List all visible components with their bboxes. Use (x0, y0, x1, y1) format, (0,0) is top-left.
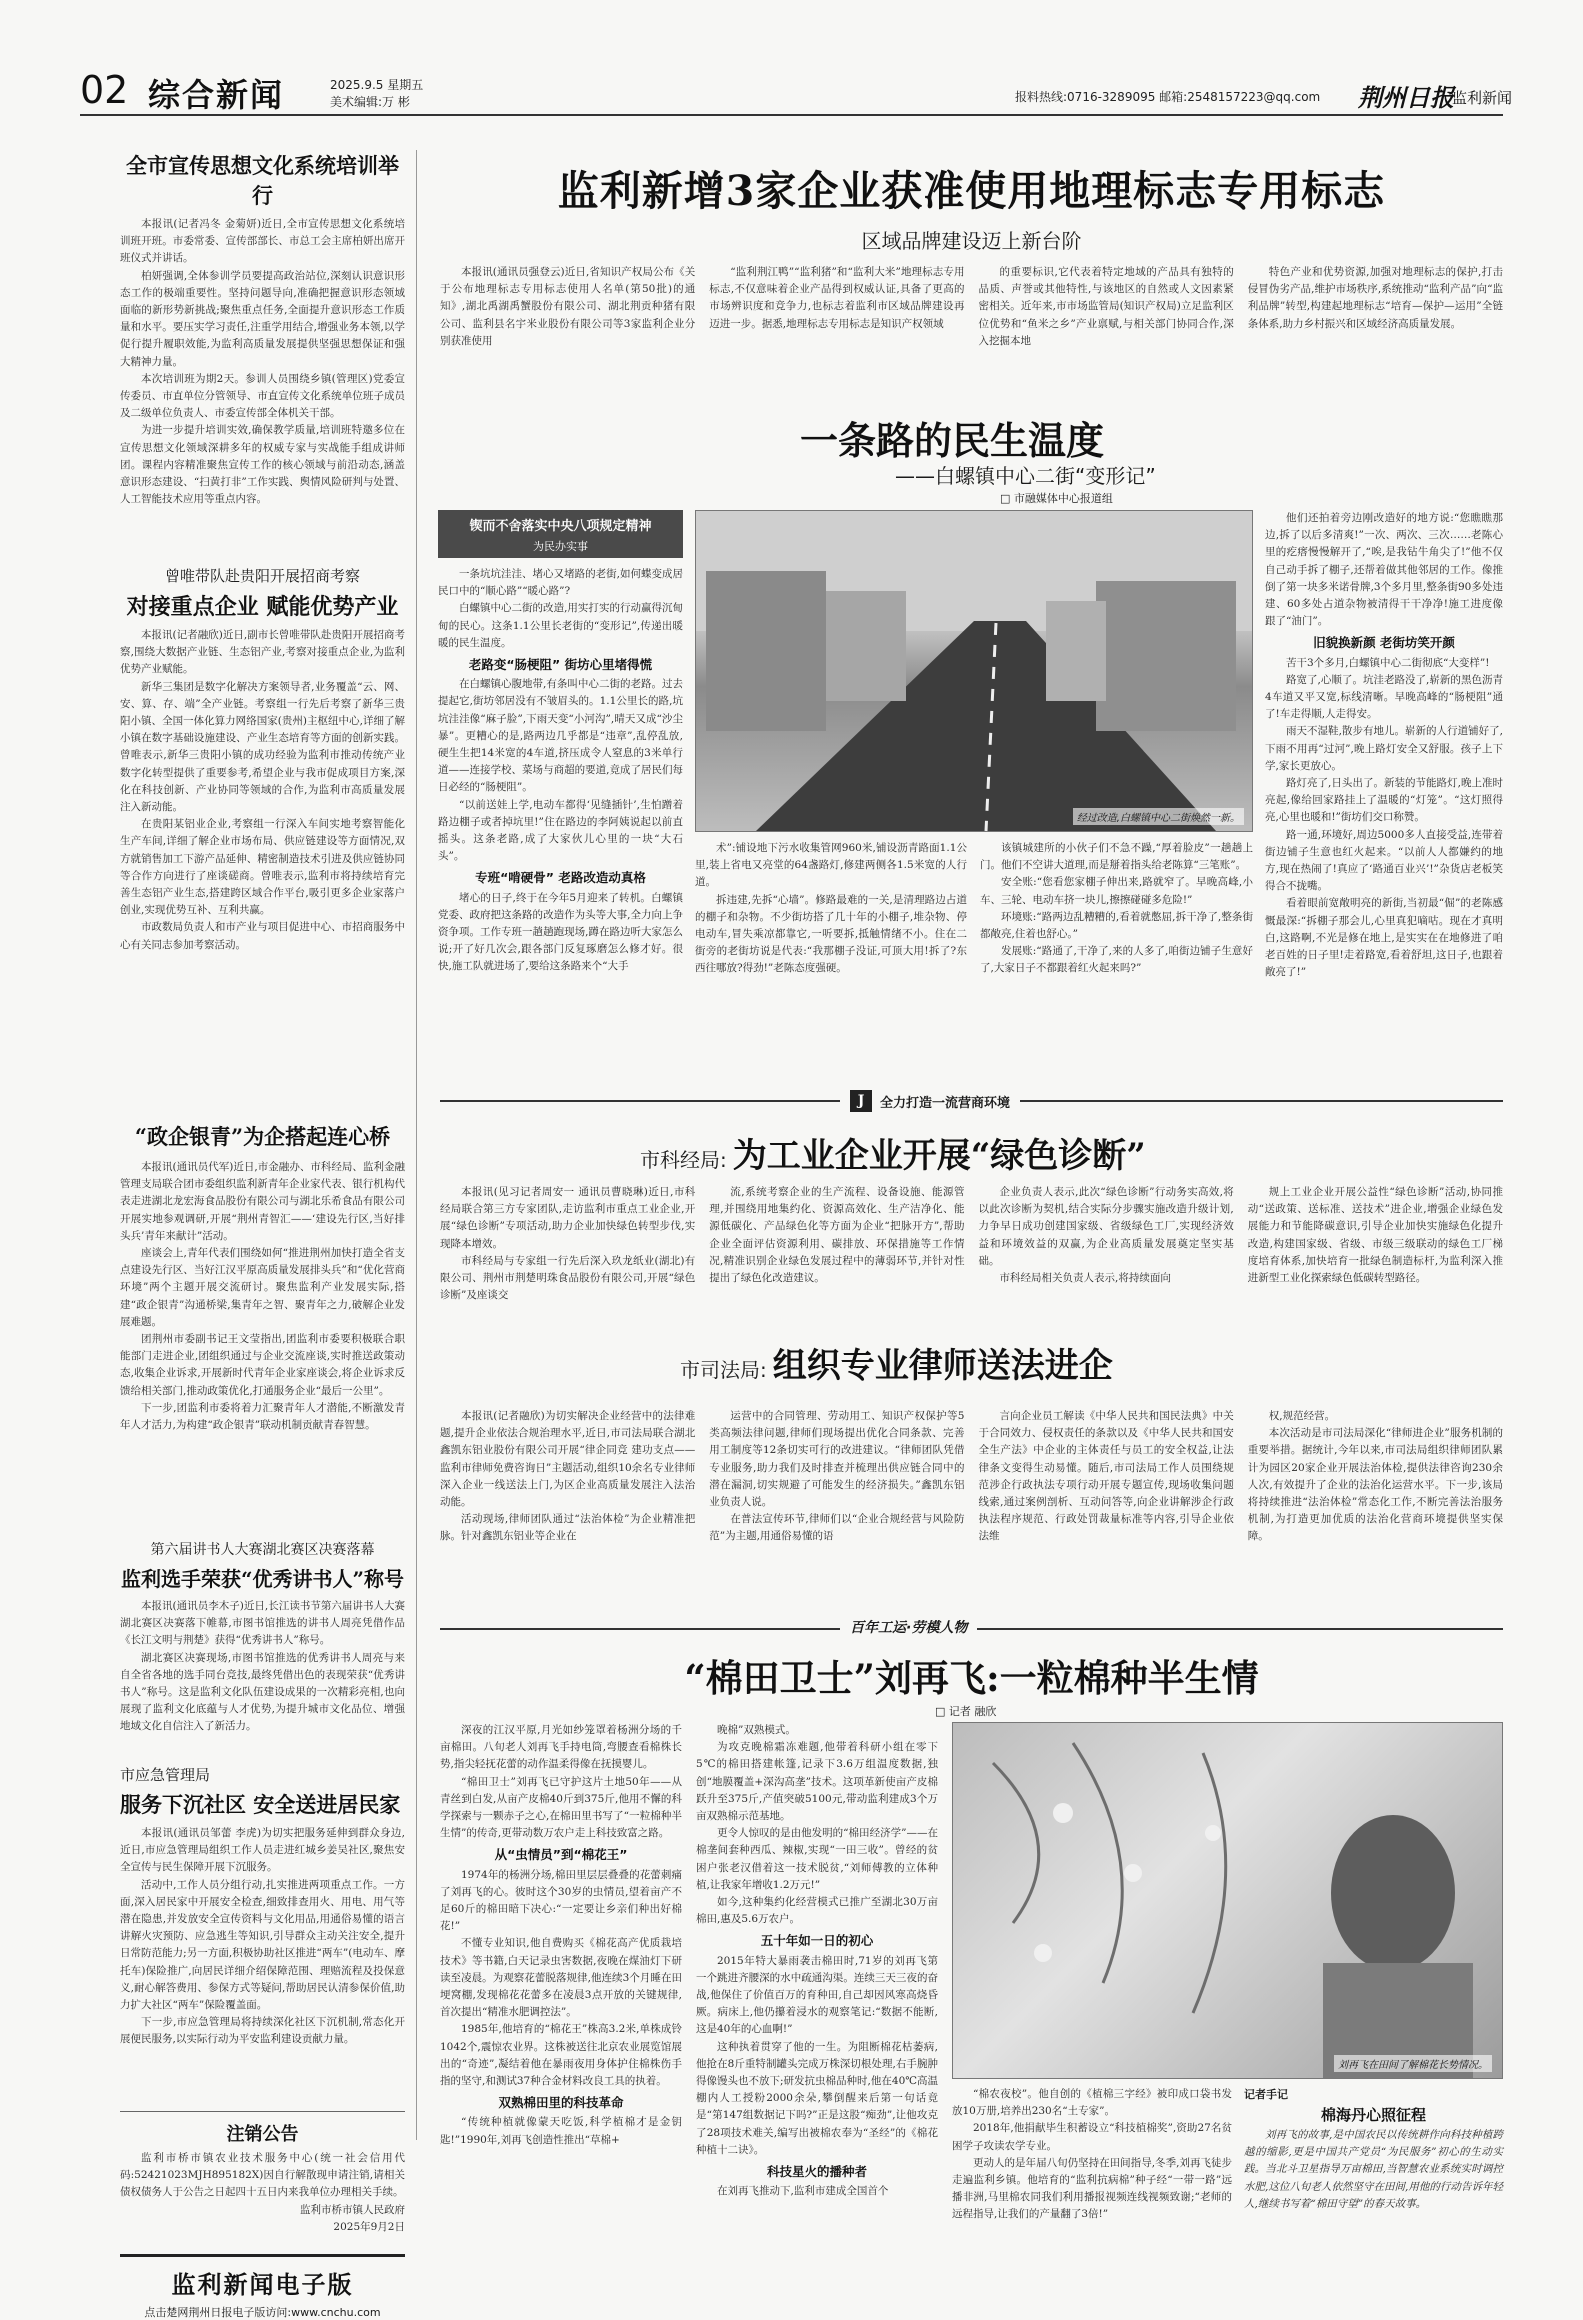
masthead-rule (80, 114, 1503, 116)
paragraph: 的重要标识,它代表着特定地域的产品具有独特的品质、声誉或其他特性,与该地区的自然或人文因素紧密相关。近年来,市市场监管局(知识产权局)立足监利区位优势和“鱼米之乡”产业禀赋,与相关部门协同合作,深入挖掘本地 (978, 266, 1234, 347)
road-col-5 (1265, 510, 1503, 1085)
paragraph: 团荆州市委副书记王文莹指出,团监利市委要积极联合职能部门走进企业,团组织通过与企业交流座谈,实时推送政策动态,收集企业诉求,开展新时代青年企业家座谈会,将企业诉求反馈给相关部门,推动政策优化,打通服务企业“最后一公里”。 (120, 1333, 405, 1397)
notice-body: 监利市桥市镇农业技术服务中心(统一社会信用代码:52421023MJH895182X)因自行解散现申请注销,请相关债权债务人于公告之日起四十五日内来我单位办理相关手续。 (120, 2152, 405, 2199)
paragraph: “传统种植就像蒙天吃饭,科学植棉才是金钥匙!”1990年,刘再飞创造性推出“草棉+ (440, 2116, 682, 2146)
subhead: 专班“啃硬骨” 老路改造动真格 (475, 870, 646, 886)
farmer-image (953, 1723, 1502, 2078)
paragraph: 不懂专业知识,他自费购买《棉花高产优质栽培技术》等书籍,白天记录虫害数据,夜晚在煤油灯下研读至凌晨。为观察花蕾脱落规律,他连续3个月睡在田埂窝棚,发现棉花花蕾多在凌晨3点开放的关键规律,首次提出“精准水肥调控法”。 (440, 1937, 682, 2019)
profile-band-label (840, 1617, 977, 1637)
paragraph: 流,系统考察企业的生产流程、设备设施、能源管理,并围绕用地集约化、资源高效化、生产洁净化、能源低碳化、产品绿色化等方面为企业“把脉开方”,帮助企业全面评估资源利用、碳排放、环保措施等工作情况,精准识别企业绿色发展过程中的薄弱环节,并针对性提出了绿色化改造建议。 (709, 1186, 965, 1285)
road-subtitle: ——白螺镇中心二街“变形记” (895, 464, 1156, 488)
masthead (0, 0, 1583, 118)
paragraph: 活动中,工作人员分组行动,扎实推进两项重点工作。一方面,深入居民家中开展安全检查,细致排查用火、用电、用气等潜在隐患,并发放安全宣传资料与文化用品,用通俗易懂的语言讲解火灾预防、应急逃生等知识,引导群众主动关注安全,提升日常防范能力;另一方面,积极协助社区推进“两车”(电动车、摩托车)保险推广,向居民详细介绍保障范围、理赔流程及投保意义,耐心解答费用、参保方式等疑问,帮助居民认清参保价值,助力扩大社区“两车”保险覆盖面。 (120, 1878, 405, 2012)
lead-headline: 监利新增3家企业获准使用地理标志专用标志 (557, 167, 1386, 215)
paragraph: 路一通,环境好,周边5000多人直接受益,连带着街边铺子生意也红火起来。“以前人人都嫌约的地方,现在热闹了!真应了‘路通百业兴’!”杂货店老板笑得合不拢嘴。 (1265, 828, 1503, 893)
paragraph: 座谈会上,青年代表们围绕如何“推进荆州加快打造全省支点建设先行区、当好江汉平原高质量发展排头兵”和“优化营商环境”两个主题开展交流研讨。聚焦监利产业发展实际,搭建“政企银青”沟通桥梁,集青年之智、聚青年之力,破解企业发展难题。 (120, 1247, 405, 1328)
article-storyteller (120, 1539, 405, 1750)
paragraph: 环境账:“路两边乱糟糟的,看着就憋屈,拆干净了,整条街都敞亮,住着也舒心。” (980, 910, 1253, 941)
paragraph: 如今,这种集约化经营模式已推广至湖北30万亩棉田,惠及5.6万农户。 (696, 1896, 938, 1926)
paragraph: 本报讯(通讯员代军)近日,市金融办、市科经局、监利金融管理支局联合团市委组织监利新青年企业家代表、银行机构代表走进湖北龙宏海食品股份有限公司与湖北乐希食品有限公司开展实地参观调研,开展“荆州青智汇——‘建设先行区,当好排头兵’青年来献计”活动。 (120, 1161, 405, 1242)
edition-name: 监利新闻 (1452, 89, 1513, 107)
road-headline: 一条路的民生温度 (800, 418, 1105, 463)
paragraph: 该镇城建所的小伙子们不急不躁,“厚着脸皮”一趟趟上门。他们不空讲大道理,而是掰着指头给老陈算“三笔账”。 (980, 842, 1253, 872)
paragraph: 本报讯(通讯员李木子)近日,长江读书节第六届讲书人大赛湖北赛区决赛落下帷幕,市图书馆推选的讲书人周亮凭借作品《长江文明与荆楚》获得“优秀讲书人”称号。 (120, 1600, 405, 1647)
profile-photo (952, 1722, 1503, 2079)
column-divider (416, 150, 417, 2140)
paragraph: 堵心的日子,终于在今年5月迎来了转机。白螺镇党委、政府把这条路的改造作为头等大事,全力向上争资争项。工作专班一趟趟跑现场,蹲在路边听大家怎么说;开了好几次会,跟各部门反复琢磨怎么修才好。很快,施工队就进场了,要给这条路来个“大手 (438, 891, 683, 973)
notice-date: 2025年9月2日 (333, 2221, 405, 2234)
lead-subtitle: 区域品牌建设迈上新台阶 (861, 229, 1082, 253)
col (440, 1408, 695, 1613)
paragraph: 安全账:“您看您家棚子伸出来,路就窄了。早晚高峰,小车、三轮、电动车挤一块儿,擦擦碰碰多危险!” (980, 876, 1253, 906)
paragraph: “棉农夜校”。他自创的《植棉三字经》被印成口袋书发放10万册,培养出230名“土专家”。 (952, 2088, 1232, 2118)
col (440, 1184, 695, 1319)
notice-signer: 监利市桥市镇人民政府 (300, 2204, 405, 2216)
paragraph: 本次培训班为期2天。参训人员围绕乡镇(管理区)党委宣传委员、市直单位分管领导、市直宣传文化系统单位班子成员及二级单位负责人、市委宣传部全体机关干部。 (120, 372, 405, 420)
legal-service-cols (440, 1408, 1503, 1613)
profile-col-2 (696, 1722, 938, 2198)
profile-byline: □ 记者 融欣 (935, 1705, 997, 1718)
paragraph: 本报讯(记者冯冬 金菊妍)近日,全市宣传思想文化系统培训班开班。市委常委、宣传部部长、市总工会主席柏妍出席开班仪式并讲话。 (120, 218, 405, 265)
headline: 监利选手荣获“优秀讲书人”称号 (120, 1567, 404, 1591)
article-investment (120, 565, 405, 1101)
paragraph: 企业负责人表示,此次“绿色诊断”行动务实高效,将以此次诊断为契机,结合实际分步骤实施改造升级计划,力争早日成功创建国家级、省级绿色工厂,实现经济效益和环境效益的双赢,为企业高质量发展奠定坚实基础。 (978, 1186, 1234, 1267)
street-image (696, 511, 1252, 831)
headline: 全市宣传思想文化系统培训举行 (126, 153, 399, 208)
paragraph: 言向企业员工解读《中华人民共和国民法典》中关于合同效力、侵权责任的条款以及《中华人民共和国安全生产法》中企业的主体责任与员工的安全权益,让法律条文变得生动易懂。随后,市司法局工作人员围绕规范涉企行政执法专项行动开展专题宣传,现场收集问题线索,通过案例剖析、互动问答等,向企业讲解涉企行政执法程序规范、行政处罚裁量标准等内容,引导企业依法维 (978, 1410, 1234, 1543)
paragraph: 1985年,他培育的“棉花王”株高3.2米,单株成铃1042个,震惊农业界。这株被送往北京农业展览馆展出的“奇迹”,凝结着他在暴雨夜用身体护住棉株伤手指的坚守,和测试37种合金材料改良工具的执着。 (440, 2023, 682, 2088)
epaper-title: 监利新闻电子版 (171, 2270, 354, 2300)
headline: “政企银青”为企搭起连心桥 (134, 1124, 391, 1149)
subhead: 从“虫情员”到“棉花王” (494, 1847, 628, 1863)
article-body (120, 1159, 405, 1525)
cancellation-notice (120, 2111, 405, 2236)
paragraph: 晚棉”双熟模式。 (717, 1724, 796, 1736)
article-body (120, 627, 405, 1101)
subhead: 旧貌换新颜 老街坊笑开颜 (1313, 635, 1455, 651)
kicker: 曾唯带队赴贵阳开展招商考察 (164, 567, 360, 585)
paragraph: 本报讯(见习记者周安一 通讯员曹晓琳)近日,市科经局联合第三方专家团队,走访监利市重点工业企业,开展“绿色诊断”专项活动,助力企业加快绿色转型步伐,实现降本增效。 (440, 1186, 696, 1250)
paragraph: 拆违建,先拆“心墙”。修路最难的一关,是清理路边占道的棚子和杂物。不少街坊搭了几十年的小棚子,堆杂物、停电动车,冒失乘凉都靠它,一听要拆,抵触情绪不小。住在二街旁的老街坊说是代表:“我那棚子没证,可顶大用!拆了?东西往哪放?得劲!”老陈态度强硬。 (695, 893, 967, 975)
road-col-4 (980, 840, 1253, 1085)
paragraph: “监利荆江鸭”“监利猪”和“监利大米”地理标志专用标志,不仅意味着企业产品得到权威认证,具备了更高的市场辨识度和竞争力,也标志着监利市区域品牌建设再迈进一步。据悉,地理标志专用标志是知识产权领域 (709, 266, 965, 330)
paragraph: 在白螺镇心腹地带,有条叫中心二街的老路。过去提起它,街坊邻居没有不皱眉头的。1.1公里长的路,坑坑洼洼像“麻子脸”,下雨天变“小河沟”,晴天又成“沙尘暴”。更糟心的是,路两边几乎都是“违章”,乱停乱放,硬生生把14米宽的4车道,挤压成令人窒息的3米单行道——连接学校、菜场与商超的要道,竟成了居民们每日必经的“肠梗阻”。 (438, 678, 683, 794)
section-name: 综合新闻 (148, 76, 285, 114)
kicker: 第六届讲书人大赛湖北赛区决赛落幕 (150, 1542, 375, 1558)
paragraph: 苦干3个多月,白螺镇中心二街彻底“大变样”! (1286, 656, 1490, 669)
paragraph: “棉田卫士”刘再飞已守护这片土地50年——从青丝到白发,从亩产皮棉40斤到375斤,他用不懈的科学探索与一颗赤子之心,在棉田里书写了“一粒棉种半生情”的传奇,更带动数万农户走上科技致富之路。 (440, 1775, 682, 1840)
road-byline: □ 市融媒体中心报道组 (1000, 492, 1113, 505)
notes-tag: 记者手记 (1244, 2088, 1288, 2101)
headline: 服务下沉社区 安全送进居民家 (120, 1792, 401, 1817)
paragraph: 一条坑坑洼洼、堵心又堵路的老街,如何蝶变成居民口中的“顺心路”“暖心路”? (438, 568, 683, 598)
subhead: 双熟棉田里的科技革命 (498, 2095, 624, 2111)
paragraph: 术”:铺设地下污水收集管网960米,铺设沥青路面1.1公里,装上省电又亮堂的64盏路灯,修建两侧各1.5米宽的人行道。 (695, 842, 967, 889)
article-emergency (120, 1764, 405, 2097)
col (979, 1408, 1234, 1613)
subhead: 老路变“肠梗阻” 街坊心里堵得慌 (468, 657, 653, 673)
band-text: 全力打造一流营商环境 (880, 1095, 1011, 1111)
col (709, 1184, 964, 1319)
paragraph: 为进一步提升培训实效,确保教学质量,培训班特邀多位在宣传思想文化领域深耕多年的权威专家与实战能手组成讲师团。课程内容精准聚焦宣传工作的核心领域与前沿动态,涵盖意识形态建设、“扫黄打非”工作实践、舆情风险研判与处置、人工智能技术应用等重点内容。 (120, 424, 405, 506)
paragraph: 特色产业和优势资源,加强对地理标志的保护,打击侵冒伪劣产品,维护市场秩序,系统推动“监利产品”向“监利品牌”转型,构建起地理标志“培育—保护—运用”全链条体系,助力乡村振兴和区域经济高质量发展。 (1247, 266, 1503, 330)
paragraph: 2015年特大暴雨袭击棉田时,71岁的刘再飞第一个跳进齐腰深的水中疏通沟渠。连续三天三夜的奋战,他保住了价值百万的育种田,自己却因风寒高烧昏厥。病床上,他仍攥着浸水的观察笔记:“数据不能断,这是40年的心血啊!” (696, 1954, 938, 2036)
issue-date: 2025.9.5 星期五 (330, 78, 424, 92)
paper-logo: 荆州日报 (1358, 83, 1454, 112)
band-logo-icon: J (850, 1090, 872, 1112)
paragraph: 市科经局相关负责人表示,将持续面向 (999, 1272, 1171, 1285)
article-youth (120, 1121, 405, 1525)
article-training (120, 150, 405, 549)
paragraph: 活动现场,律师团队通过“法治体检”为企业精准把脉。针对鑫凯东铝业等企业在 (440, 1513, 696, 1543)
col (979, 1184, 1234, 1319)
paragraph: 更动人的是年届八旬仍坚持在田间指导,冬季,刘再飞徒步走遍监利乡镇。他培育的“监利抗病棉”种子经“一带一路”远播非洲,马里棉农同我们利用播报视频连线视频致谢;“老师的远程指导,让我们的产量翻了3倍!” (952, 2156, 1232, 2221)
road-col-3 (695, 840, 967, 1085)
article-body (120, 216, 405, 549)
paragraph: 权,规范经营。 (1268, 1410, 1336, 1422)
headline: 对接重点企业 赋能优势产业 (126, 594, 399, 620)
paragraph: 新华三集团是数字化解决方案领导者,业务覆盖“云、网、安、算、存、端”全产业链。考察组一行先后考察了新华三贵阳小镇、全国一体化算力网络国家(贵州)主枢纽中心,详细了解小镇在数字基础设施建设、产业生态培育等方面的创新实践。曾唯表示,新华三贵阳小镇的成功经验为监利市推动传统产业数字化转型提供了重要参考,希望企业与我市促成项目方案,深化在科技创新、产业协同等领域的合作,为监利市高质量发展注入新动能。 (120, 680, 405, 814)
road-photo (695, 510, 1253, 832)
paragraph: 深夜的江汉平原,月光如纱笼罩着杨洲分场的千亩棉田。八旬老人刘再飞手持电筒,弯腰查看棉株长势,指尖轻抚花蕾的动作温柔得像在抚摸婴儿。 (440, 1724, 682, 1771)
paragraph: 路灯亮了,日头出了。新装的节能路灯,晚上准时亮起,像给回家路挂上了温暖的“灯笼”。“这灯照得亮,心里也暖和!”街坊们交口称赞。 (1265, 777, 1503, 824)
band-label (840, 1090, 1020, 1112)
paragraph: 这种执着贯穿了他的一生。为阻断棉花枯萎病,他抢在8斤重特制罐头完成万株深切根处理,右手腕肿得像馒头也不放下;研发抗虫棉品种时,他在40℃高温棚内人工授粉2000余朵,攀倒醒来后第一句话竟是“第147组数据记下吗?”正是这股“痴劲”,让他攻克了28项技术难关,编写出被棉农奉为“圣经”的《棉花种植十二诀》。 (696, 2040, 938, 2156)
article-body (120, 1598, 405, 1750)
banner-title: 锲而不舍落实中央八项规定精神 (469, 519, 652, 534)
paragraph: 2018年,他捐献毕生积蓄设立“科技植棉奖”,资助27名贫困学子攻读农学专业。 (952, 2122, 1232, 2152)
kicker: 市司法局: (680, 1358, 767, 1382)
photo-caption: 经过改造,白螺镇中心二街焕然一新。 (1073, 808, 1244, 825)
paragraph: 本报讯(通讯员邹蕾 李虎)为切实把服务延伸到群众身边,近日,市应急管理局组织工作人员走进红城乡姜吴社区,聚焦安全宣传与民生保障开展下沉服务。 (120, 1827, 405, 1874)
col (1248, 1408, 1503, 1613)
paragraph: 湖北赛区决赛现场,市图书馆推选的优秀讲书人周亮与来自全省各地的选手同台竞技,最终凭借出色的表现荣获“优秀讲书人”称号。这是监利文化队伍建设成果的一次精彩亮相,也向展现了监利文化底蕴与人才优势,为提升城市文化品位、增强地域文化自信注入了新活力。 (120, 1651, 405, 1733)
contact-line: 报料热线:0716-3289095 邮箱:2548157223@qq.com (1015, 90, 1321, 104)
paragraph: 在普法宣传环节,律师们以“企业合规经营与风险防范”为主题,用通俗易懂的语 (709, 1513, 965, 1543)
paragraph: 本报讯(记者融欣)近日,副市长曾唯带队赴贵阳开展招商考察,围绕大数据产业链、生态铝产业,考察对接重点企业,为监利优势产业赋能。 (120, 629, 405, 676)
band-text: 百年工运·劳模人物 (850, 1620, 968, 1636)
profile-headline: “棉田卫士”刘再飞:一粒棉种半生情 (684, 1656, 1259, 1700)
epaper-footer[interactable] (120, 2254, 405, 2320)
paragraph: 柏妍强调,全体参训学员要提高政治站位,深刻认识意识形态工作的极端重要性。坚持问题导向,准确把握意识形态领域面临的新形势新挑战;聚焦重点任务,全面提升意识形态工作质量和水平。要压实学习责任,注重学用结合,增强业务本领,以学促行提升履职效能,为监利高质量发展提供坚强思想保证和强大精神力量。 (120, 269, 405, 368)
paragraph: 路宽了,心顺了。坑洼老路没了,崭新的黑色沥青4车道又平又宽,标线清晰。早晚高峰的“肠梗阻”通了!车走得顺,人走得安。 (1265, 673, 1503, 721)
paragraph: 发展账:“路通了,干净了,来的人多了,咱街边铺子生意好了,大家日子不都跟着红火起来吗?” (980, 945, 1253, 975)
photo-caption: 刘再飞在田间了解棉花长势情况。 (1334, 2055, 1492, 2072)
paragraph: 下一步,团监利市委将着力汇聚青年人才潜能,不断激发青年人才活力,为构建“政企银青”联动机制贡献青春智慧。 (120, 1401, 405, 1432)
page-number: 02 (80, 68, 129, 112)
paragraph: 他们还拍着旁边刚改造好的地方说:“您瞧瞧那边,拆了以后多清爽!”一次、两次、三次……老陈心里的疙瘩慢慢解开了,“唉,是我钻牛角尖了!”他不仅自己动手拆了棚子,还帮着做其他邻居的工作。像推倒了第一块多米诺骨牌,3个多月里,整条街90多处违建、60多处占道杂物被清得干干净净!施工进度像跟了“油门”。 (1265, 512, 1503, 628)
col (1248, 1184, 1503, 1319)
green-diagnosis-head (640, 1128, 1146, 1177)
reporter-notes (1244, 2086, 1503, 2210)
road-col-1 (438, 566, 683, 1086)
article-body (120, 1825, 405, 2097)
profile-col-3 (952, 2086, 1232, 2221)
left-column (120, 150, 405, 2320)
green-diagnosis-cols (440, 1184, 1503, 1319)
profile-col-1 (440, 1722, 682, 2167)
paragraph: 为攻克晚棉霜冻难题,他带着科研小组在零下5℃的棉田搭建帐篷,记录下3.6万组温度数据,独创“地膜覆盖+深沟高垄”技术。这项革新使亩产皮棉跃升至375斤,产值突破5100元,带动监利建成3个万亩双熟棉示范基地。 (696, 1741, 938, 1823)
road-feature (420, 400, 1503, 1100)
paragraph: 在刘再飞推动下,监利市建成全国首个 (717, 2185, 889, 2198)
campaign-banner (438, 510, 683, 558)
legal-service-head (680, 1338, 1113, 1387)
paragraph: 运营中的合同管理、劳动用工、知识产权保护等5类高频法律问题,律师们现场提出优化合同条款、完善用工制度等12条切实可行的改进建议。“律师团队凭借专业服务,助力我们及时排查并梳理出供应链合同中的潜在漏洞,切实规避了可能发生的经济损失。”鑫凯东铝业负责人说。 (709, 1410, 965, 1509)
kicker: 市科经局: (640, 1148, 727, 1172)
editor-credit: 美术编辑:万 彬 (330, 95, 410, 109)
subhead: 五十年如一日的初心 (760, 1933, 874, 1949)
paragraph: 市科经局与专家组一行先后深入玖龙纸业(湖北)有限公司、荆州市荆楚明珠食品股份有限公司,开展“绿色诊断”及座谈交 (440, 1254, 696, 1302)
paragraph: 本报讯(记者融欣)为切实解决企业经营中的法律难题,提升企业依法合规治理水平,近日,市司法局联合湖北鑫凯东铝业股份有限公司开展“律企同竞 建功支点——监利市律师免费咨询日”主题活动,组织10余名专业律师深入企业一线送法上门,为区企业高质量发展注入法治动能。 (440, 1410, 696, 1509)
headline: 组织专业律师送法进企 (772, 1346, 1113, 1386)
paragraph: 雨天不湿鞋,散步有地儿。崭新的人行道铺好了,下雨不用再“过河”,晚上路灯安全又舒服。孩子上下学,家长更放心。 (1265, 725, 1503, 772)
notes-body: 刘再飞的故事,是中国农民以传统耕作向科技种植跨越的缩影,更是中国共产党员“为民服务”初心的生动实践。当北斗卫星指导万亩棉田,当智慧农业系统实时调控水肥,这位八旬老人依然坚守在田间,用他的行动告诉年轻人,继续书写着“棉田守望”的春天故事。 (1244, 2129, 1503, 2210)
paragraph: 规上工业企业开展公益性“绿色诊断”活动,协同推动“送政策、送标准、送技术”进企业,增强企业绿色发展能力和节能降碳意识,引导企业加快实施绿色化提升改造,构建国家级、省级、市级三级联动的绿色工厂梯度培育体系,加快培育一批绿色制造标杆,为监利深入推进新型工业化探索绿色低碳转型路径。 (1247, 1186, 1503, 1285)
paragraph: “以前送娃上学,电动车都得‘见缝插针’,生怕蹭着路边棚子或者掉坑里!”住在路边的李阿姨说起以前直摇头。这条老路,成了大家伙儿心里的一块“大石头”。 (438, 798, 683, 863)
subhead: 科技星火的播种者 (766, 2164, 867, 2180)
kicker: 市应急管理局 (120, 1766, 211, 1784)
paragraph: 白螺镇中心二街的改造,用实打实的行动赢得沉甸甸的民心。这条1.1公里长老街的“变形记”,传递出暖暖的民生温度。 (438, 602, 683, 649)
paragraph: 下一步,市应急管理局将持续深化社区下沉机制,常态化开展便民服务,以实际行动为平安监利建设贡献力量。 (120, 2016, 405, 2046)
notice-title: 注销公告 (226, 2124, 299, 2145)
col (709, 1408, 964, 1613)
paragraph: 本报讯(通讯员强登云)近日,省知识产权局公布《关于公布地理标志专用标志使用人名单(第50批)的通知》,湖北禹湖禹蟹股份有限公司、湖北荆贡种猪有限公司、监利县名宇米业股份有限公司等3家监利企业分别获准使用 (440, 266, 696, 347)
epaper-link[interactable]: 点击楚网荆州日报电子版访问:www.cnchu.com (144, 2306, 381, 2320)
paragraph: 本次活动是市司法局深化“律师进企业”服务机制的重要举措。据统计,今年以来,市司法局组织律师团队累计为园区20家企业开展法治体检,提供法律咨询230余人次,有效提升了企业的法治化运营水平。下一步,该局将持续推进“法治体检”常态化工作,不断完善法治服务机制,为打造更加优质的法治化营商环境提供坚实保障。 (1247, 1427, 1503, 1543)
paragraph: 市政数局负责人和市产业与项目促进中心、市招商服务中心有关同志参加考察活动。 (120, 921, 405, 951)
paragraph: 更令人惊叹的是由他发明的“棉田经济学”——在棉垄间套种西瓜、辣椒,实现“一田三收”。曾经的贫困户张老汉借着这一技术脱贫,“刘师傅教的立体种植,让我家年增收1.2万元!” (696, 1827, 938, 1891)
notes-title: 棉海丹心照征程 (1320, 2106, 1426, 2124)
paragraph: 1974年的杨洲分场,棉田里层层叠叠的花蕾刺痛了刘再飞的心。彼时这个30岁的虫情员,望着亩产不足60斤的棉田暗下决心:“一定要让乡亲们种出好棉花!” (440, 1868, 682, 1933)
banner-sub: 为民办实事 (533, 540, 588, 553)
paragraph: 在贵阳某铝业企业,考察组一行深入车间实地考察智能化生产车间,详细了解企业市场布局、供应链建设等方面情况,双方就销售加工下游产品延伸、精密制造技术引进及供应链协同等合作方向进行了座谈磋商。曾唯表示,监利市将持续培育完善生态铝产业生态,搭建跨区域合作平台,吸引更多企业家落户创业,实现优势互补、互利共赢。 (120, 818, 405, 917)
lead-article (440, 158, 1503, 408)
paragraph: 看着眼前宽敞明亮的新街,当初最“倔”的老陈感慨最深:“拆棚子那会儿,心里真犯嘀咕。现在才真明白,这路啊,不光是修在地上,是实实在在地修进了咱老百姓的日子里!走着路宽,看着舒坦,这日子,也跟着敞亮了!” (1265, 897, 1503, 979)
headline: 为工业企业开展“绿色诊断” (732, 1136, 1146, 1176)
